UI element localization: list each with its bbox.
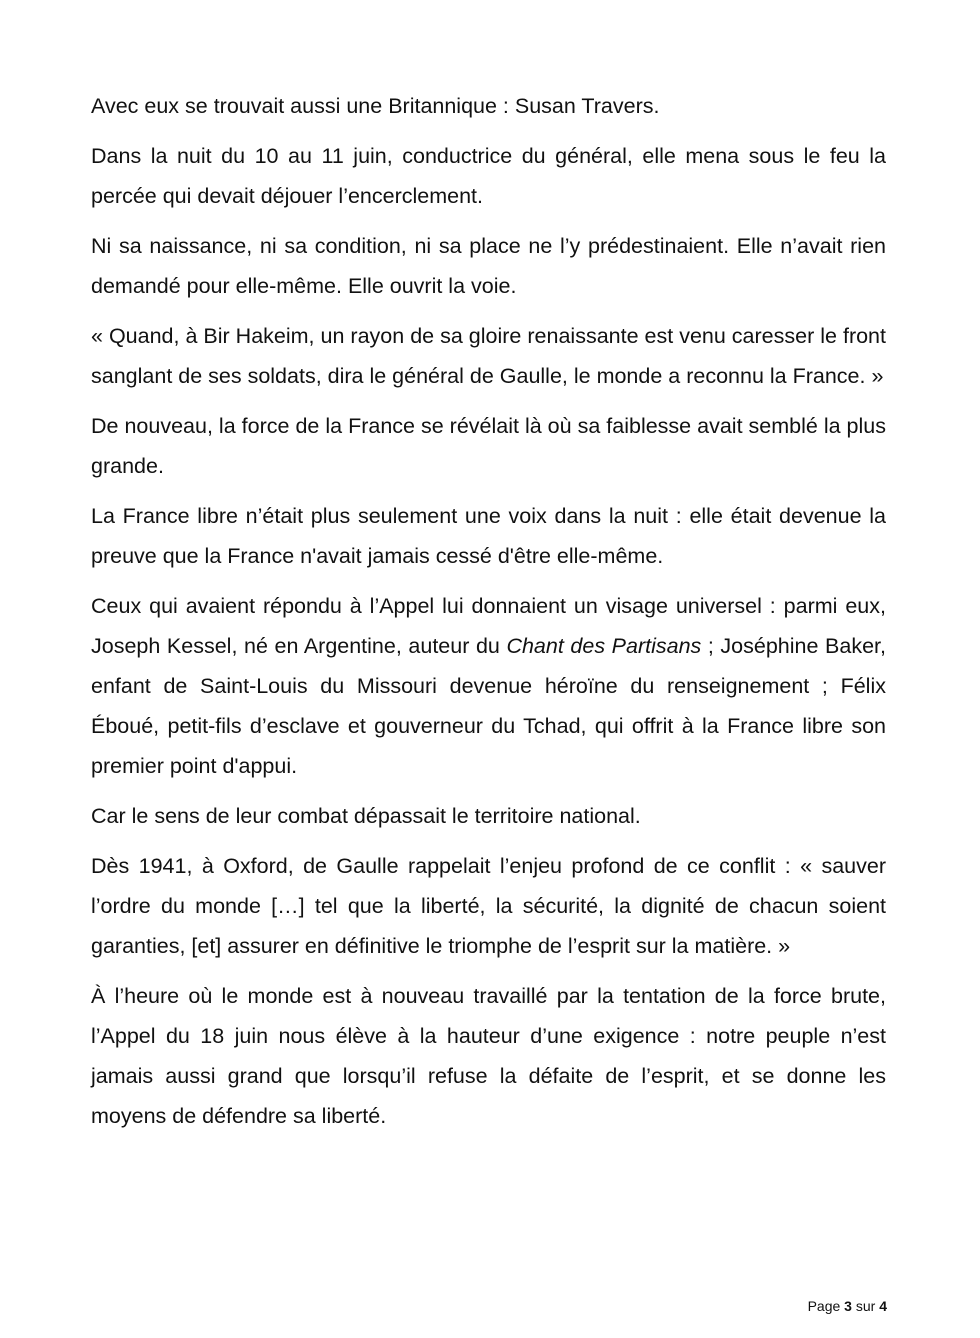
paragraph-universal-face [91, 586, 886, 786]
paragraph-predestination: Ni sa naissance, ni sa condition, ni sa place ne l’y prédestinaient. Elle n’avait rien demandé pour elle-même. Elle ouvrit la voie. [91, 234, 886, 298]
page-label: Page [807, 1298, 841, 1314]
current-page-number: 3 [844, 1298, 852, 1314]
document-body [91, 86, 886, 1146]
paragraph-susan-travers: Avec eux se trouvait aussi une Britannique : Susan Travers. [91, 94, 660, 118]
page-number-footer [808, 1298, 887, 1314]
song-title-italic: Chant des Partisans [506, 634, 702, 658]
of-label: sur [855, 1298, 876, 1314]
paragraph-oxford-1941: Dès 1941, à Oxford, de Gaulle rappelait l’enjeu profond de ce conflit : « sauver l’ordre du monde […] tel que la liberté, la sécurité, la dignité de chacun soient garanties, [et] assurer en définitive le triomphe de l’esprit sur la matière. » [91, 854, 886, 958]
paragraph-beyond-territory: Car le sens de leur combat dépassait le territoire national. [91, 804, 641, 828]
total-pages-number: 4 [879, 1298, 887, 1314]
paragraph-france-libre: La France libre n’était plus seulement une voix dans la nuit : elle était devenue la preuve que la France n'avait jamais cessé d'être elle-même. [91, 504, 886, 568]
paragraph-de-gaulle-quote: « Quand, à Bir Hakeim, un rayon de sa gloire renaissante est venu caresser le front sanglant de ses soldats, dira le général de Gaulle, le monde a reconnu la France. » [91, 324, 886, 388]
paragraph-appel-18-juin: À l’heure où le monde est à nouveau travaillé par la tentation de la force brute, l’Appel du 18 juin nous élève à la hauteur d’une exigence : notre peuple n’est jamais aussi grand que lorsqu’il refuse la défaite de l’esprit, et se donne les moyens de défendre sa liberté. [91, 984, 886, 1128]
paragraph-text: Ceux qui avaient répondu à l’Appel lui donnaient un visage universel : parmi eux, Joseph Kessel, né en Argentine, auteur du [91, 594, 886, 658]
paragraph-text: ; Joséphine Baker, enfant de Saint-Louis du Missouri devenue héroïne du renseignement ; Félix Éboué, petit-fils d’esclave et gouverneur du Tchad, qui offrit à la France libre son premier point d'appui. [91, 634, 886, 778]
paragraph-force-of-france: De nouveau, la force de la France se révélait là où sa faiblesse avait semblé la plus grande. [91, 414, 886, 478]
paragraph-night-breakout: Dans la nuit du 10 au 11 juin, conductrice du général, elle mena sous le feu la percée qui devait déjouer l’encerclement. [91, 144, 886, 208]
